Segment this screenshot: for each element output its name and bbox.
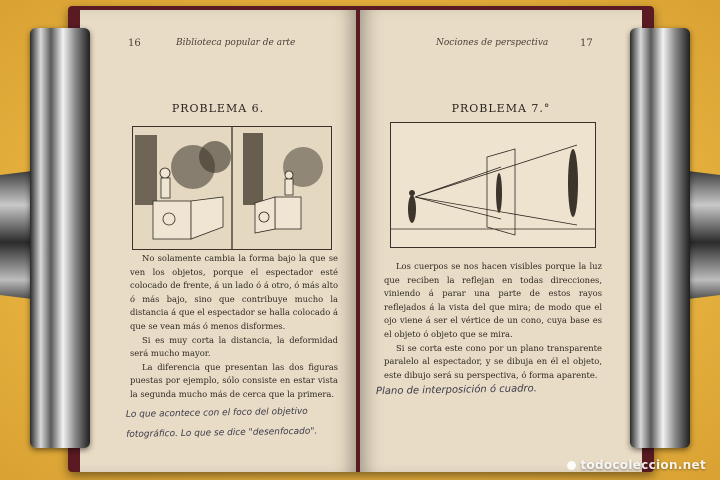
left-page <box>80 10 356 472</box>
right-body-text <box>384 260 602 382</box>
left-paragraph-3: La diferencia que presentan las dos figuras puestas por ejemplo, sólo consiste en estar vista la segunda mucho más de cerca que la primera. <box>130 361 338 399</box>
left-body-text <box>130 252 338 402</box>
right-paragraph-1: Los cuerpos se nos hacen visibles porque la luz que reciben la reflejan en todas direcciones, viniendo á parar una parte de estos rayos reflejados á la vista del que mira; de modo que el ojo viene á ser el vértice de un cono, cuya base es el objeto ó objeto que se mira. <box>384 261 602 339</box>
left-problem-title: PROBLEMA 6. <box>171 102 265 115</box>
watermark-text: todocoleccion.net <box>580 458 706 472</box>
perspective-diagram <box>390 122 596 248</box>
statue-illustration <box>132 126 332 250</box>
right-page <box>360 10 642 472</box>
right-handwritten-note: Plano de interposición ó cuadro. <box>375 383 538 398</box>
right-page-number: 17 <box>580 38 593 49</box>
left-page-number: 16 <box>128 38 141 49</box>
metal-clip-left <box>30 28 90 448</box>
left-paragraph-2: Si es muy corta la distancia, la deformidad será mucho mayor. <box>130 334 338 359</box>
watermark-logo-icon <box>567 461 576 470</box>
right-problem-title: PROBLEMA 7.° <box>451 102 551 115</box>
left-paragraph-1: No solamente cambia la forma bajo la que se ven los objetos, porque el espectador esté colocado de frente, á un lado ó á otro, ó más alto ó más bajo, sino que contribuye mucho la distancia á que el espectador se halla colocado á que se vean más ó menos disformes. <box>130 253 338 331</box>
watermark <box>567 458 706 472</box>
metal-clip-right <box>630 28 690 448</box>
right-running-head: Nociones de perspectiva <box>436 38 549 48</box>
left-running-head: Biblioteca popular de arte <box>176 38 296 48</box>
right-paragraph-2: Si se corta este cono por un plano transparente paralelo al espectador, y se dibuja en él el objeto, este dibujo será su perspectiva, ó forma aparente. <box>384 342 602 380</box>
left-handwritten-note: Lo que acontece con el foco del objetivo fotográfico. Lo que se dice "desenfocado". <box>125 406 318 440</box>
